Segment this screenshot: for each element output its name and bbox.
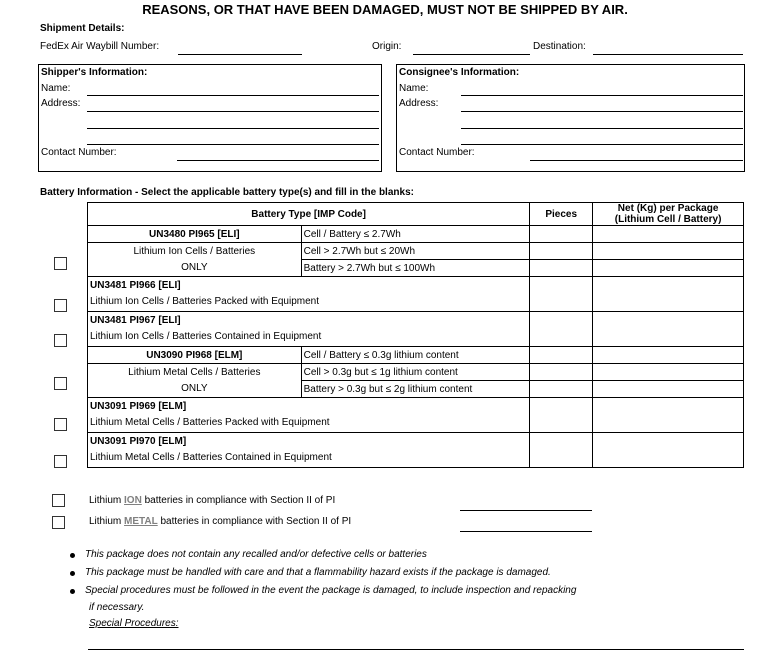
pi970-pieces[interactable] bbox=[530, 433, 593, 468]
checkbox-pi967[interactable] bbox=[54, 334, 67, 347]
pi969-cell bbox=[88, 398, 530, 433]
shipper-name-field[interactable] bbox=[87, 95, 379, 96]
consignee-address-field-2[interactable] bbox=[461, 128, 743, 129]
pi970-desc: Lithium Metal Cells / Batteries Contained in Equipment bbox=[90, 452, 332, 463]
pi970-cell bbox=[88, 433, 530, 468]
pi965-pieces-3[interactable] bbox=[530, 260, 593, 277]
shipper-address-field-2[interactable] bbox=[87, 128, 379, 129]
shipper-address-field-3[interactable] bbox=[87, 144, 379, 145]
pi967-code: UN3481 PI967 [ELI] bbox=[90, 315, 181, 326]
shipper-contact-field[interactable] bbox=[177, 160, 379, 161]
section2-metal-field[interactable] bbox=[460, 531, 592, 532]
pi965-net-1[interactable] bbox=[593, 226, 744, 243]
pi965-limit-3: Battery > 2.7Wh but ≤ 100Wh bbox=[301, 260, 530, 277]
shipper-address-label: Address: bbox=[41, 98, 81, 109]
shipper-name-label: Name: bbox=[41, 83, 71, 94]
statement-1: This package does not contain any recalled and/or defective cells or batteries bbox=[85, 549, 427, 560]
col-header-type: Battery Type [IMP Code] bbox=[88, 203, 530, 226]
shipper-contact-label: Contact Number: bbox=[41, 147, 117, 158]
destination-label: Destination: bbox=[533, 41, 586, 52]
consignee-address-label: Address: bbox=[399, 98, 439, 109]
special-procedures-label: Special Procedures: bbox=[89, 618, 179, 629]
pi968-net-1[interactable] bbox=[593, 347, 744, 364]
pi968-code: UN3090 PI968 [ELM] bbox=[88, 347, 302, 364]
statement-3: Special procedures must be followed in the event the package is damaged, to include inspection and repacking bbox=[85, 585, 577, 596]
checkbox-section2-ion[interactable] bbox=[52, 494, 65, 507]
destination-field[interactable] bbox=[593, 54, 743, 55]
pi965-pieces-1[interactable] bbox=[530, 226, 593, 243]
checkbox-pi969[interactable] bbox=[54, 418, 67, 431]
col-header-net-line2: (Lithium Cell / Battery) bbox=[614, 214, 722, 225]
pi970-net[interactable] bbox=[593, 433, 744, 468]
pi965-desc: Lithium Ion Cells / Batteries bbox=[88, 243, 302, 260]
pi967-net[interactable] bbox=[593, 312, 744, 347]
bullet-icon bbox=[70, 553, 75, 558]
pi965-limit-1: Cell / Battery ≤ 2.7Wh bbox=[301, 226, 530, 243]
shipper-heading: Shipper's Information: bbox=[41, 67, 148, 78]
shipment-heading: Shipment Details: bbox=[40, 23, 125, 34]
statement-3-cont: if necessary. bbox=[89, 602, 145, 613]
pi968-net-2[interactable] bbox=[593, 364, 744, 381]
pi968-limit-2: Cell > 0.3g but ≤ 1g lithium content bbox=[301, 364, 530, 381]
pi965-code: UN3480 PI965 [ELI] bbox=[88, 226, 302, 243]
pi966-pieces[interactable] bbox=[530, 277, 593, 312]
special-procedures-field[interactable] bbox=[88, 649, 744, 650]
pi967-desc: Lithium Ion Cells / Batteries Contained in Equipment bbox=[90, 331, 322, 342]
pi965-only: ONLY bbox=[88, 260, 302, 277]
origin-label: Origin: bbox=[372, 41, 402, 52]
checkbox-pi968[interactable] bbox=[54, 377, 67, 390]
pi968-pieces-3[interactable] bbox=[530, 381, 593, 398]
section2-metal-word: METAL bbox=[124, 516, 158, 527]
pi968-limit-1: Cell / Battery ≤ 0.3g lithium content bbox=[301, 347, 530, 364]
pi965-pieces-2[interactable] bbox=[530, 243, 593, 260]
consignee-name-field[interactable] bbox=[461, 95, 743, 96]
consignee-address-field-3[interactable] bbox=[461, 144, 743, 145]
col-header-net-line1: Net (Kg) per Package bbox=[617, 203, 719, 214]
pi965-net-3[interactable] bbox=[593, 260, 744, 277]
statement-2: This package must be handled with care and that a flammability hazard exists if the package is damaged. bbox=[85, 567, 551, 578]
waybill-field[interactable] bbox=[178, 54, 302, 55]
form-title: REASONS, OR THAT HAVE BEEN DAMAGED, MUST NOT BE SHIPPED BY AIR. bbox=[142, 2, 628, 17]
pi967-cell bbox=[88, 312, 530, 347]
checkbox-section2-metal[interactable] bbox=[52, 516, 65, 529]
checkbox-pi966[interactable] bbox=[54, 299, 67, 312]
pi969-pieces[interactable] bbox=[530, 398, 593, 433]
section2-metal-text bbox=[89, 516, 351, 527]
checkbox-pi965[interactable] bbox=[54, 257, 67, 270]
pi965-net-2[interactable] bbox=[593, 243, 744, 260]
section2-metal-pre: Lithium bbox=[89, 516, 125, 527]
consignee-contact-label: Contact Number: bbox=[399, 147, 475, 158]
battery-heading: Battery Information - Select the applicable battery type(s) and fill in the blanks: bbox=[40, 187, 414, 198]
consignee-address-field-1[interactable] bbox=[461, 111, 743, 112]
section2-metal-post: batteries in compliance with Section II of PI bbox=[157, 516, 352, 527]
pi966-cell bbox=[88, 277, 530, 312]
pi969-code: UN3091 PI969 [ELM] bbox=[90, 401, 187, 412]
pi966-code: UN3481 PI966 [ELI] bbox=[90, 280, 181, 291]
section2-ion-word: ION bbox=[124, 495, 142, 506]
waybill-label: FedEx Air Waybill Number: bbox=[40, 41, 160, 52]
pi968-desc: Lithium Metal Cells / Batteries bbox=[88, 364, 302, 381]
pi968-pieces-1[interactable] bbox=[530, 347, 593, 364]
pi966-desc: Lithium Ion Cells / Batteries Packed with Equipment bbox=[90, 296, 319, 307]
pi968-limit-3: Battery > 0.3g but ≤ 2g lithium content bbox=[301, 381, 530, 398]
pi969-net[interactable] bbox=[593, 398, 744, 433]
col-header-net bbox=[593, 203, 744, 226]
section2-ion-post: batteries in compliance with Section II of PI bbox=[141, 495, 336, 506]
section2-ion-text bbox=[89, 495, 335, 506]
consignee-heading: Consignee's Information: bbox=[399, 67, 520, 78]
battery-table bbox=[87, 202, 744, 468]
pi968-only: ONLY bbox=[88, 381, 302, 398]
pi968-pieces-2[interactable] bbox=[530, 364, 593, 381]
pi967-pieces[interactable] bbox=[530, 312, 593, 347]
pi968-net-3[interactable] bbox=[593, 381, 744, 398]
consignee-contact-field[interactable] bbox=[530, 160, 743, 161]
pi966-net[interactable] bbox=[593, 277, 744, 312]
pi965-limit-2: Cell > 2.7Wh but ≤ 20Wh bbox=[301, 243, 530, 260]
checkbox-pi970[interactable] bbox=[54, 455, 67, 468]
pi969-desc: Lithium Metal Cells / Batteries Packed with Equipment bbox=[90, 417, 330, 428]
consignee-name-label: Name: bbox=[399, 83, 429, 94]
section2-ion-field[interactable] bbox=[460, 510, 592, 511]
section2-ion-pre: Lithium bbox=[89, 495, 125, 506]
col-header-pieces: Pieces bbox=[530, 203, 593, 226]
bullet-icon bbox=[70, 589, 75, 594]
shipper-address-field-1[interactable] bbox=[87, 111, 379, 112]
bullet-icon bbox=[70, 571, 75, 576]
origin-field[interactable] bbox=[413, 54, 530, 55]
pi970-code: UN3091 PI970 [ELM] bbox=[90, 436, 187, 447]
